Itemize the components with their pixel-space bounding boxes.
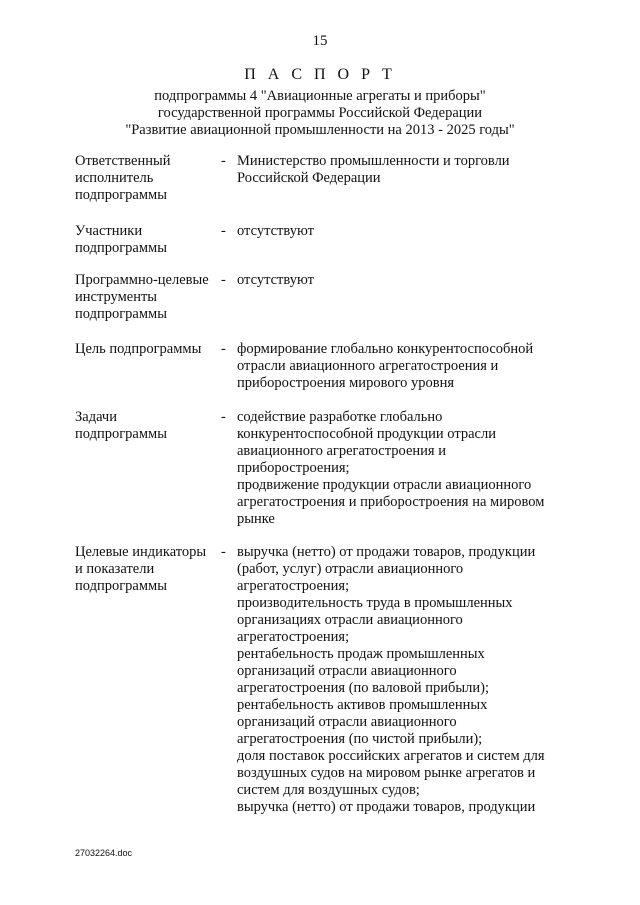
row-label xyxy=(75,341,221,358)
value-line: доля поставок российских агрегатов и систем для xyxy=(237,748,545,764)
passport-table xyxy=(75,153,575,816)
value-line: рентабельность активов промышленных xyxy=(237,697,488,713)
value-line: агрегатостроения; xyxy=(237,578,350,594)
label-line: подпрограммы xyxy=(75,187,167,203)
subtitle-line: "Развитие авиационной промышленности на 2013 - 2025 годы" xyxy=(125,122,515,138)
value-line: рентабельность продаж промышленных xyxy=(237,646,485,662)
label-line: Участники xyxy=(75,223,143,239)
label-line: Цель подпрограммы xyxy=(75,341,202,357)
row-dash: - xyxy=(221,272,226,288)
row-label xyxy=(75,223,221,257)
value-line: выручка (нетто) от продажи товаров, продукции xyxy=(237,544,536,560)
value-line: агрегатостроения и приборостроения на мировом xyxy=(237,494,545,510)
value-line: отсутствуют xyxy=(237,272,314,288)
value-line: формирование глобально конкурентоспособной xyxy=(237,341,534,357)
row-tasks xyxy=(75,409,575,528)
label-line: подпрограммы xyxy=(75,426,167,442)
value-line: приборостроения; xyxy=(237,460,350,476)
document-subtitle xyxy=(0,88,640,139)
value-line: рынке xyxy=(237,511,275,527)
value-line: организаций отрасли авиационного xyxy=(237,714,457,730)
row-value xyxy=(237,544,575,816)
row-dash: - xyxy=(221,153,226,169)
row-value xyxy=(237,272,575,289)
value-line: (работ, услуг) отрасли авиационного xyxy=(237,561,464,577)
row-participants xyxy=(75,223,575,257)
label-line: и показатели xyxy=(75,561,155,577)
value-line: продвижение продукции отрасли авиационного xyxy=(237,477,532,493)
row-value xyxy=(237,153,575,187)
row-program-instruments xyxy=(75,272,575,323)
row-label xyxy=(75,272,221,323)
value-line: производительность труда в промышленных xyxy=(237,595,513,611)
file-name-footer: 27032264.doc xyxy=(75,848,133,858)
row-value xyxy=(237,409,575,528)
label-line: подпрограммы xyxy=(75,306,167,322)
row-goal xyxy=(75,341,575,392)
value-line: выручка (нетто) от продажи товаров, продукции xyxy=(237,799,536,815)
value-line: содействие разработке глобально xyxy=(237,409,443,425)
value-line: воздушных судов на мировом рынке агрегатов и xyxy=(237,765,536,781)
page-number: 15 xyxy=(312,33,328,49)
row-dash: - xyxy=(221,409,226,425)
row-label xyxy=(75,409,221,443)
row-label xyxy=(75,153,221,204)
value-line: приборостроения мирового уровня xyxy=(237,375,455,391)
value-line: отсутствуют xyxy=(237,223,314,239)
row-dash: - xyxy=(221,223,226,239)
subtitle-line: государственной программы Российской Федерации xyxy=(157,105,483,121)
value-line: систем для воздушных судов; xyxy=(237,782,420,798)
value-line: Российской Федерации xyxy=(237,170,381,186)
row-dash: - xyxy=(221,341,226,357)
label-line: Задачи xyxy=(75,409,117,425)
value-line: Министерство промышленности и торговли xyxy=(237,153,510,169)
label-line: Целевые индикаторы xyxy=(75,544,207,560)
row-responsible-executor xyxy=(75,153,575,204)
row-value xyxy=(237,223,575,240)
label-line: подпрограммы xyxy=(75,578,167,594)
value-line: агрегатостроения (по чистой прибыли); xyxy=(237,731,483,747)
value-line: авиационного агрегатостроения и xyxy=(237,443,446,459)
document-title: П А С П О Р Т xyxy=(244,66,396,83)
label-line: исполнитель xyxy=(75,170,154,186)
row-label xyxy=(75,544,221,595)
value-line: отрасли авиационного агрегатостроения и xyxy=(237,358,499,374)
row-target-indicators xyxy=(75,544,575,816)
row-value xyxy=(237,341,575,392)
value-line: агрегатостроения (по валовой прибыли); xyxy=(237,680,490,696)
value-line: организаций отрасли авиационного xyxy=(237,663,457,679)
row-dash: - xyxy=(221,544,226,560)
value-line: организациях отрасли авиационного xyxy=(237,612,463,628)
label-line: инструменты xyxy=(75,289,158,305)
subtitle-line: подпрограммы 4 "Авиационные агрегаты и приборы" xyxy=(154,88,486,104)
value-line: конкурентоспособной продукции отрасли xyxy=(237,426,496,442)
label-line: Ответственный xyxy=(75,153,171,169)
label-line: Программно-целевые xyxy=(75,272,209,288)
value-line: агрегатостроения; xyxy=(237,629,350,645)
label-line: подпрограммы xyxy=(75,240,167,256)
